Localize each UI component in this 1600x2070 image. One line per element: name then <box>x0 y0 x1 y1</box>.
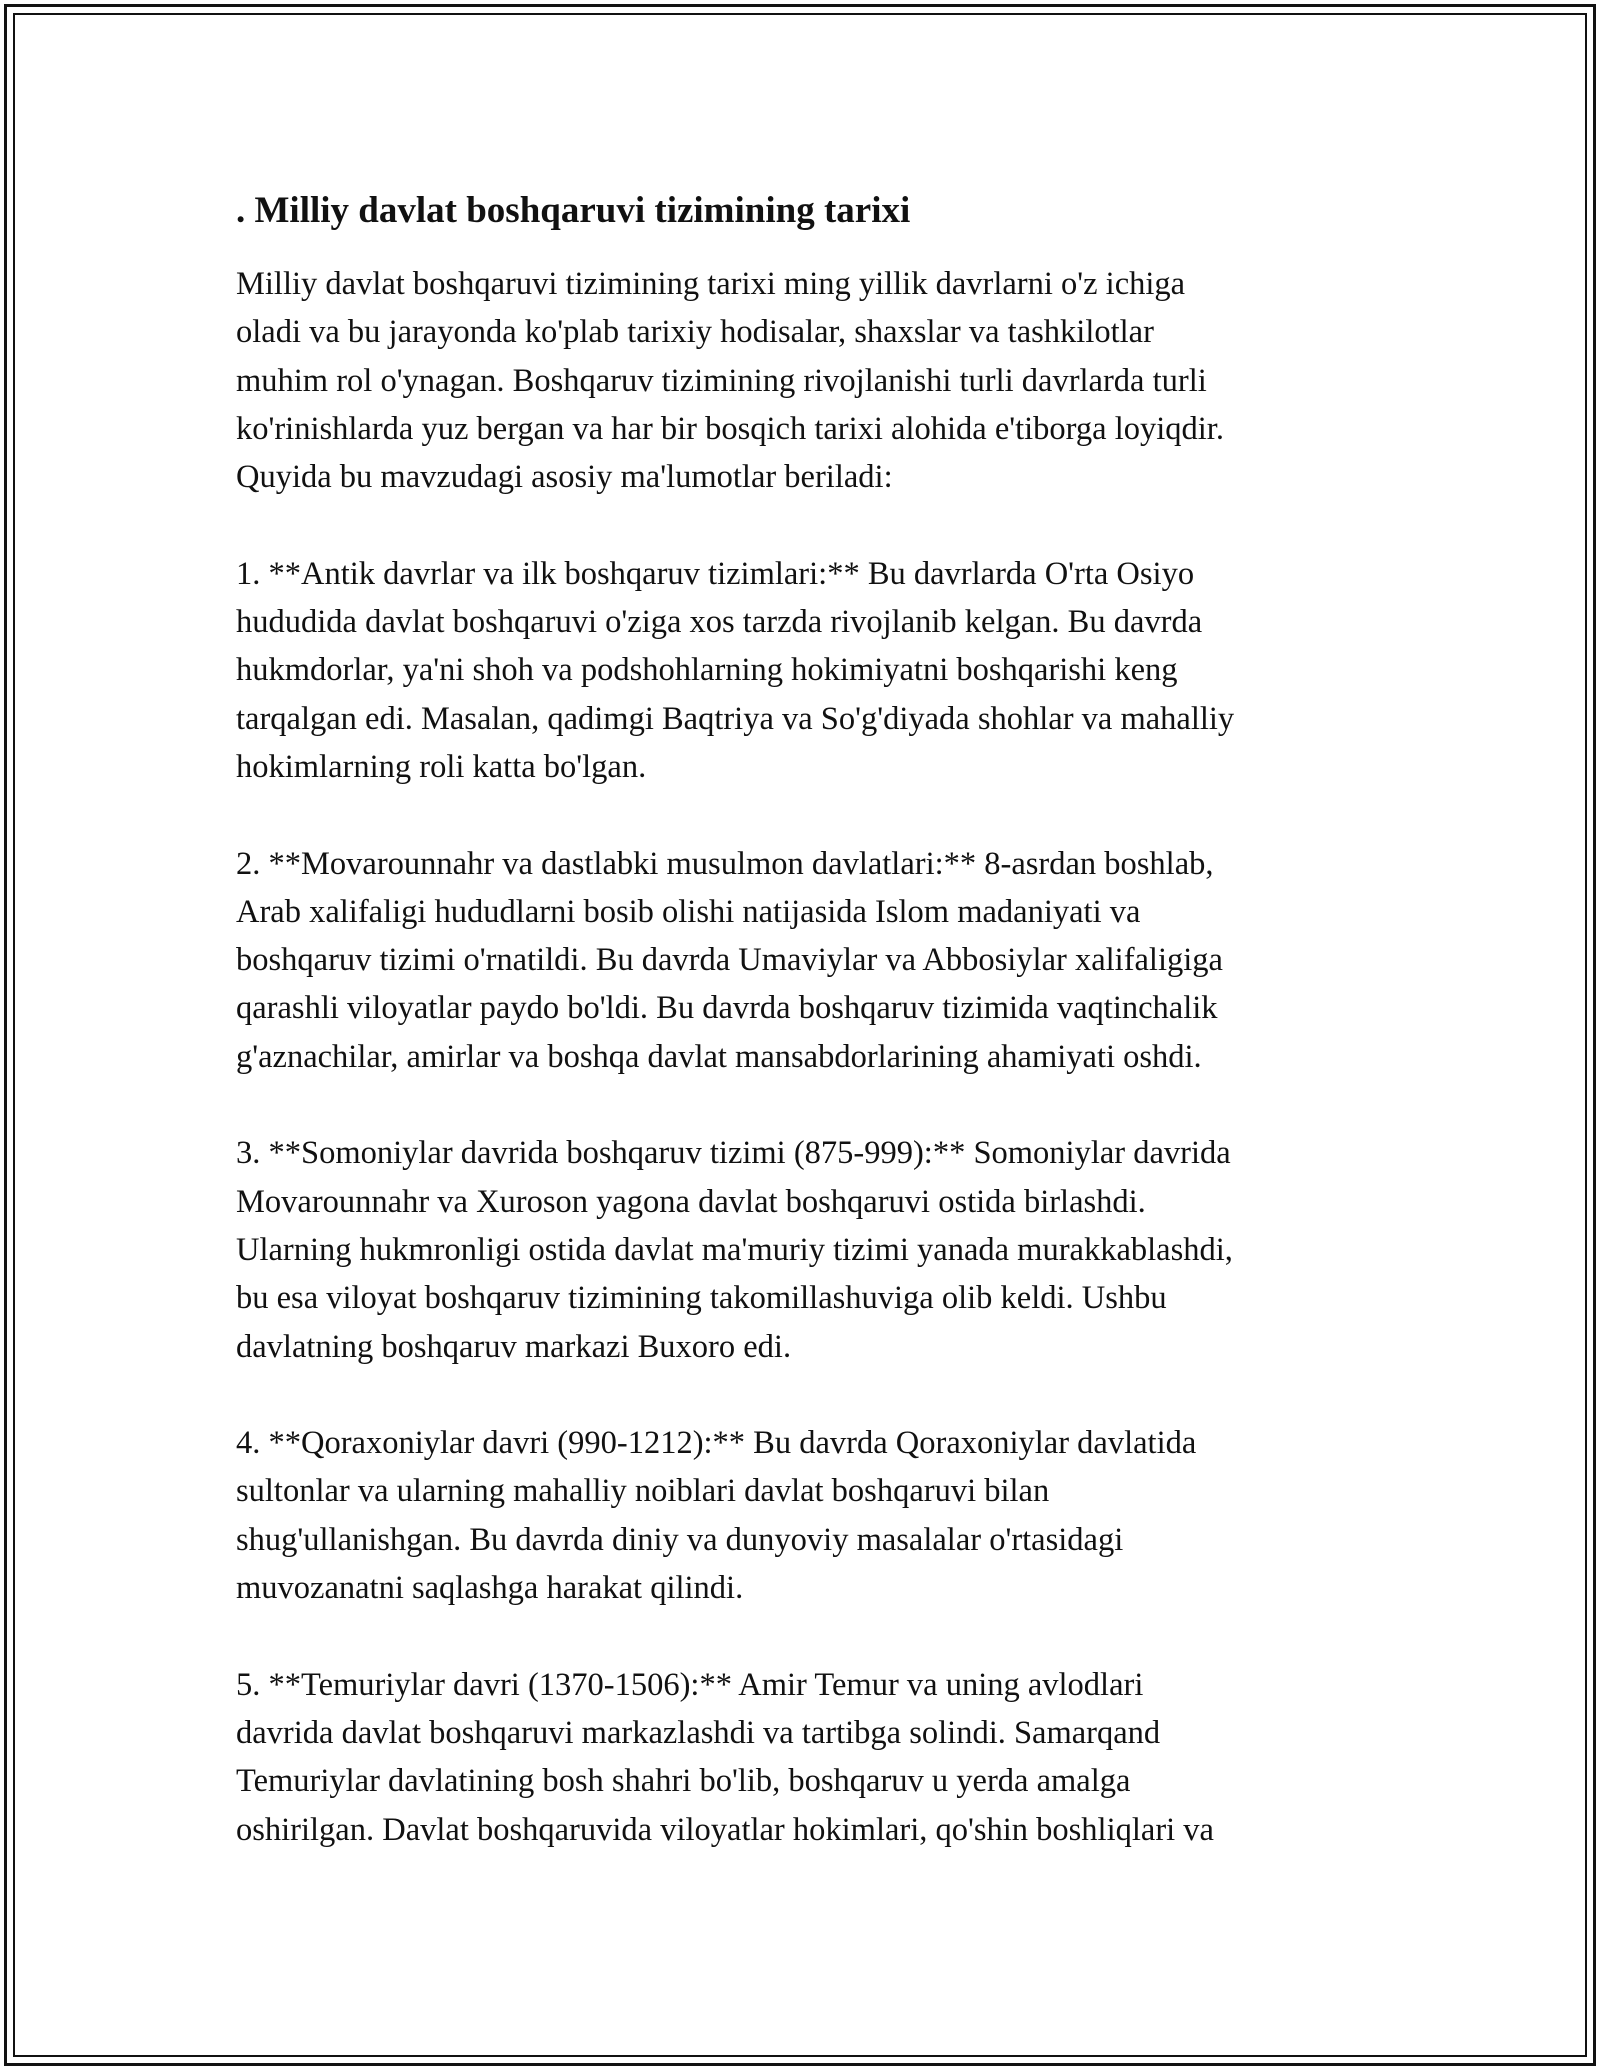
text-line: oshirilgan. Davlat boshqaruvida viloyatlar hokimlari, qo'shin boshliqlari va <box>236 1811 1214 1848</box>
paragraph-intro <box>236 260 1416 501</box>
text-line: hokimlarning roli katta bo'lgan. <box>236 748 647 785</box>
text-line: hududida davlat boshqaruvi o'ziga xos tarzda rivojlanib kelgan. Bu davrda <box>236 604 1203 641</box>
text-line: Arab xalifaligi hududlarni bosib olishi natijasida Islom madaniyati va <box>236 893 1141 930</box>
text-line: boshqaruv tizimi o'rnatildi. Bu davrda Umaviylar va Abbosiylar xalifaligiga <box>236 942 1223 979</box>
text-line: muhim rol o'ynagan. Boshqaruv tizimining rivojlanishi turli davrlarda turli <box>236 362 1207 399</box>
document-title: . Milliy davlat boshqaruvi tizimining tarixi <box>236 190 911 231</box>
text-line: Ularning hukmronligi ostida davlat ma'muriy tizimi yanada murakkablashdi, <box>236 1231 1233 1268</box>
text-line: shug'ullanishgan. Bu davrda diniy va dunyoviy masalalar o'rtasidagi <box>236 1521 1124 1558</box>
text-line: tarqalgan edi. Masalan, qadimgi Baqtriya va So'g'diyada shohlar va mahalliy <box>236 700 1235 737</box>
text-line: qarashli viloyatlar paydo bo'ldi. Bu davrda boshqaruv tizimida vaqtinchalik <box>236 990 1218 1027</box>
text-line: ko'rinishlarda yuz bergan va har bir bosqich tarixi alohida e'tiborga loyiqdir. <box>236 410 1224 447</box>
document-body <box>236 188 1416 1854</box>
text-line: bu esa viloyat boshqaruv tizimining takomillashuviga olib keldi. Ushbu <box>236 1280 1167 1317</box>
text-line: sultonlar va ularning mahalliy noiblari davlat boshqaruvi bilan <box>236 1473 1050 1510</box>
text-line: Milliy davlat boshqaruvi tizimining tarixi ming yillik davrlarni o'z ichiga <box>236 266 1186 302</box>
text-line: g'aznachilar, amirlar va boshqa davlat mansabdorlarining ahamiyati oshdi. <box>236 1038 1202 1075</box>
text-line: 2. **Movarounnahr va dastlabki musulmon davlatlari:** 8-asrdan boshlab, <box>236 845 1214 882</box>
text-line: 1. **Antik davrlar va ilk boshqaruv tizimlari:** Bu davrlarda O'rta Osiyo <box>236 555 1195 592</box>
paragraph-item-1 <box>236 550 1416 791</box>
text-line: Movarounnahr va Xuroson yagona davlat boshqaruvi ostida birlashdi. <box>236 1183 1146 1220</box>
text-line: davlatning boshqaruv markazi Buxoro edi. <box>236 1328 792 1365</box>
text-line: Temuriylar davlatining bosh shahri bo'lib, boshqaruv u yerda amalga <box>236 1763 1131 1800</box>
text-line: davrida davlat boshqaruvi markazlashdi va tartibga solindi. Samarqand <box>236 1714 1161 1751</box>
text-line: 4. **Qoraxoniylar davri (990-1212):** Bu davrda Qoraxoniylar davlatida <box>236 1425 1197 1462</box>
text-line: 5. **Temuriylar davri (1370-1506):** Amir Temur va uning avlodlari <box>236 1666 1144 1703</box>
text-line: 3. **Somoniylar davrida boshqaruv tizimi (875-999):** Somoniylar davrida <box>236 1135 1231 1172</box>
text-line: hukmdorlar, ya'ni shoh va podshohlarning hokimiyatni boshqarishi keng <box>236 652 1178 689</box>
text-line: muvozanatni saqlashga harakat qilindi. <box>236 1570 744 1607</box>
text-line: Quyida bu mavzudagi asosiy ma'lumotlar beriladi: <box>236 459 893 496</box>
paragraph-item-3 <box>236 1129 1416 1370</box>
text-line: oladi va bu jarayonda ko'plab tarixiy hodisalar, shaxslar va tashkilotlar <box>236 314 1154 351</box>
paragraph-item-4 <box>236 1419 1416 1612</box>
paragraph-item-5 <box>236 1661 1416 1854</box>
paragraph-item-2 <box>236 840 1416 1081</box>
